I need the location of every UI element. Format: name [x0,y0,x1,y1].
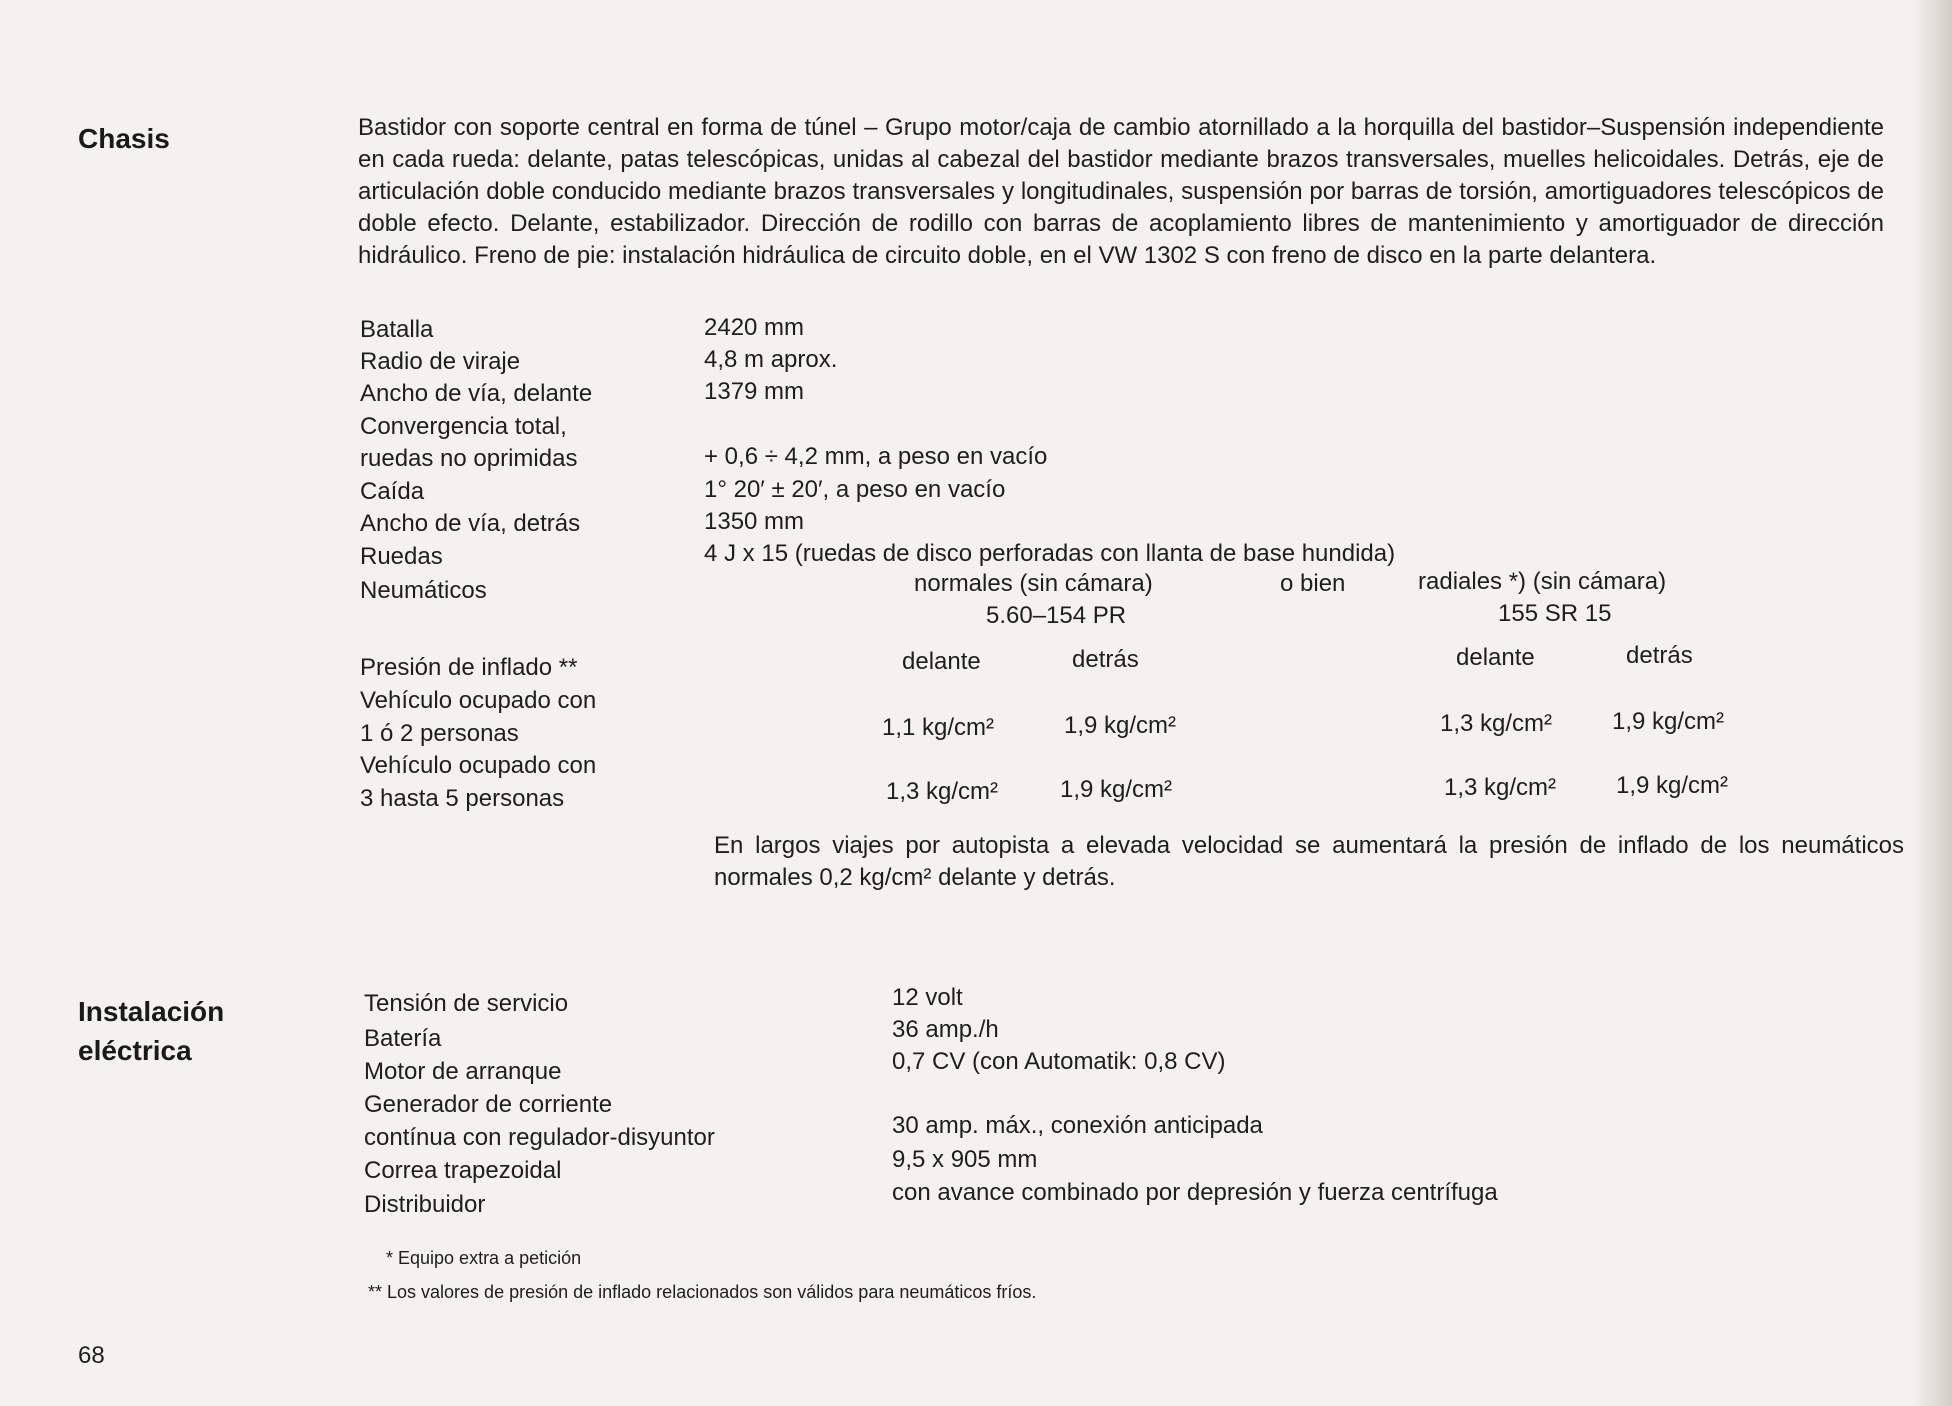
elec-value-motor-arranque: 0,7 CV (con Automatik: 0,8 CV) [892,1048,1226,1075]
pressure-row2-label-line1: Vehículo ocupado con [360,752,597,779]
spec-value-ancho-via-delante: 1379 mm [704,378,805,405]
spec-value-caida: 1° 20′ ± 20′, a peso en vacío [704,476,1006,503]
pressure-normal-rear-header: detrás [1072,646,1139,673]
spec-value-ruedas: 4 J x 15 (ruedas de disco perforadas con llanta de base hundida) [704,540,1396,567]
pressure-row2-normal-front: 1,3 kg/cm² [886,778,999,805]
spec-label-ruedas-no-oprimidas: ruedas no oprimidas [360,445,578,472]
spec-value-convergencia: + 0,6 ÷ 4,2 mm, a peso en vacío [704,443,1048,470]
elec-label-generador: Generador de corriente [364,1091,613,1118]
pressure-row1-label-line1: Vehículo ocupado con [360,687,597,714]
footnote-pressure-cold: ** Los valores de presión de inflado relacionados son válidos para neumáticos fríos. [368,1282,1037,1302]
spec-label-caida: Caída [360,478,425,505]
pressure-row2-normal-rear: 1,9 kg/cm² [1060,776,1173,803]
pressure-radial-front-header: delante [1456,644,1535,671]
section-heading-chasis: Chasis [78,123,170,154]
pressure-normal-front-header: delante [902,648,981,675]
spec-value-radio-viraje: 4,8 m aprox. [704,346,838,373]
elec-label-bateria: Batería [364,1025,442,1052]
spec-label-radio-viraje: Radio de viraje [360,348,521,375]
pressure-row2-radial-front: 1,3 kg/cm² [1444,774,1557,801]
elec-label-distribuidor: Distribuidor [364,1191,486,1218]
pressure-radial-rear-header: detrás [1626,642,1693,669]
spec-label-ancho-via-detras: Ancho de vía, detrás [360,510,581,537]
spec-value-batalla: 2420 mm [704,314,805,341]
pressure-note: En largos viajes por autopista a elevada velocidad se aumentará la presión de inflado de los neumáticos normales 0,2 kg/cm² delante y detrás. [714,832,1904,891]
pressure-row2-radial-rear: 1,9 kg/cm² [1616,772,1729,799]
elec-label-motor-arranque: Motor de arranque [364,1058,562,1085]
pressure-row1-normal-front: 1,1 kg/cm² [882,714,995,741]
spec-label-batalla: Batalla [360,316,434,343]
tire-or-label: o bien [1280,570,1346,597]
spec-value-ancho-via-detras: 1350 mm [704,508,805,535]
elec-value-bateria: 36 amp./h [892,1016,999,1043]
spec-label-neumaticos: Neumáticos [360,577,487,604]
tire-normal-label: normales (sin cámara) [914,570,1153,597]
elec-label-correa: Correa trapezoidal [364,1157,562,1184]
chasis-description: Bastidor con soporte central en forma de túnel – Grupo motor/caja de cambio atornillado a la horquilla del bastidor–Suspensión independiente en cada rueda: delante, patas telescópicas, unidas al cabezal del bastidor mediante brazos transversales, muelles helicoidales. Detrás, eje de articulación doble conducido mediante brazos transversales y longitudinales, suspensión por barras de torsión, amortiguadores telescópicos de doble efecto. Delante, estabilizador. Dirección de rodillo con barras de acoplamiento libres de mantenimiento y amortiguador de dirección hidráulico. Freno de pie: instalación hidráulica de circuito doble, en el VW 1302 S con freno de disco en la parte delantera. [358,114,1884,269]
pressure-row2-label-line2: 3 hasta 5 personas [360,785,565,812]
tire-radial-size: 155 SR 15 [1498,600,1612,627]
elec-value-distribuidor: con avance combinado por depresión y fuerza centrífuga [892,1179,1498,1206]
page-number: 68 [78,1342,105,1369]
pressure-row1-normal-rear: 1,9 kg/cm² [1064,712,1177,739]
elec-label-tension: Tensión de servicio [364,990,569,1017]
pressure-row1-radial-rear: 1,9 kg/cm² [1612,708,1725,735]
elec-value-tension: 12 volt [892,984,963,1011]
pressure-heading: Presión de inflado ** [360,654,578,681]
elec-label-continua: contínua con regulador-disyuntor [364,1124,715,1151]
section-heading-electrica-line2: eléctrica [78,1035,192,1066]
elec-value-correa: 9,5 x 905 mm [892,1146,1038,1173]
footnote-extra-equipment: * Equipo extra a petición [386,1248,582,1268]
spec-label-ruedas: Ruedas [360,543,443,570]
tire-normal-size: 5.60–154 PR [986,602,1127,629]
elec-value-generador: 30 amp. máx., conexión anticipada [892,1112,1263,1139]
page-edge-shadow [1912,0,1952,1406]
pressure-row1-radial-front: 1,3 kg/cm² [1440,710,1553,737]
spec-label-convergencia: Convergencia total, [360,413,567,440]
section-heading-electrica-line1: Instalación [78,996,225,1027]
pressure-row1-label-line2: 1 ó 2 personas [360,720,519,747]
tire-radial-label: radiales *) (sin cámara) [1418,568,1667,595]
spec-label-ancho-via-delante: Ancho de vía, delante [360,380,593,407]
